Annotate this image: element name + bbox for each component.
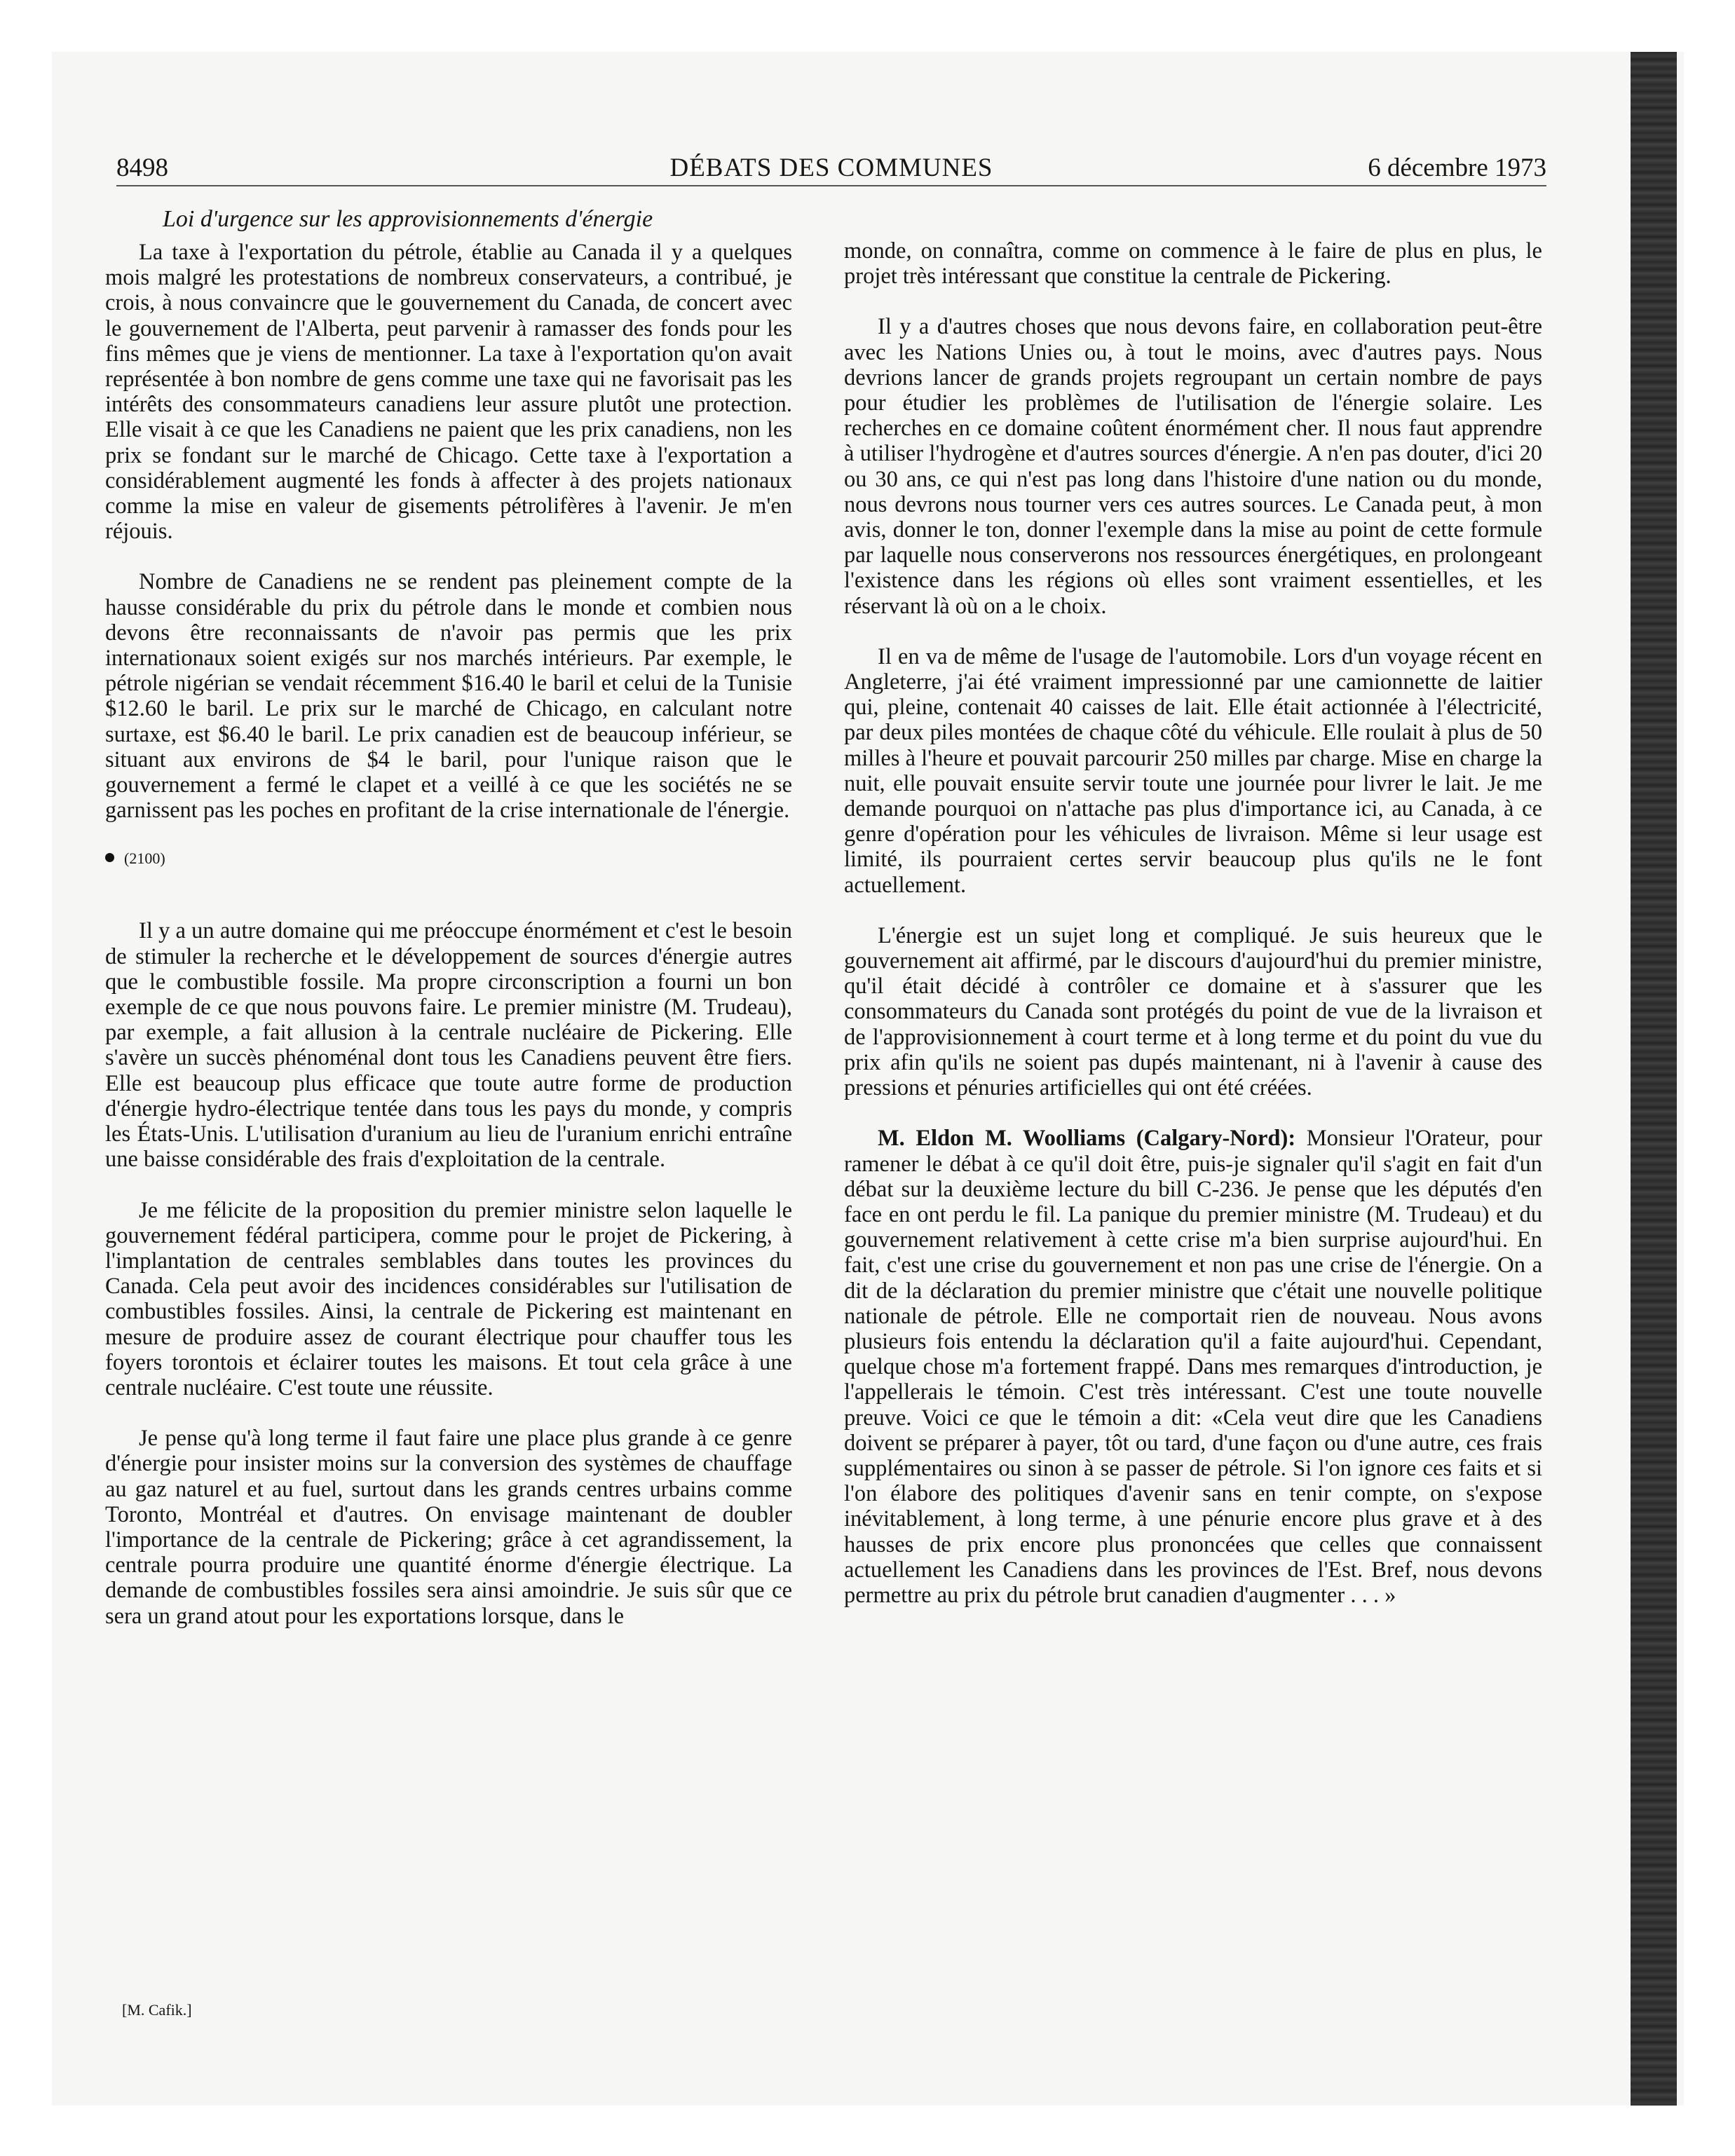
- paragraph: Je me félicite de la proposition du premier ministre selon laquelle le gouvernement fédéral participera, comme pour le projet de Pickering, à l'implantation de centrales semblables dans toutes les provinces du Canada. Cela peut avoir des incidences considérables sur l'utilisation de combustibles fossiles. Ainsi, la centrale de Pickering est maintenant en mesure de produire assez de courant électrique pour chauffer tous les foyers torontois et éclairer toutes les maisons. Et tout cela grâce à une centrale nucléaire. C'est toute une réussite.: [105, 1197, 792, 1400]
- paragraph: Il en va de même de l'usage de l'automobile. Lors d'un voyage récent en Angleterre, j'ai été vraiment impressionné par une camionnette de laitier qui, pleine, contenait 40 caisses de lait. Elle était actionnée à l'électricité, par deux piles montées de chaque côté du véhicule. Elle roulait à plus de 50 milles à l'heure et pouvait parcourir 250 milles par charge. Mise en charge la nuit, elle pouvait ensuite servir toute une journée pour livrer le lait. Je me demande pourquoi on n'attache pas plus d'importance ici, au Canada, à ce genre d'opération pour les véhicules de livraison. Même si leur usage est limité, ils pourraient certes servir beaucoup plus qu'ils ne le font actuellement.: [844, 643, 1542, 898]
- paragraph: Nombre de Canadiens ne se rendent pas pleinement compte de la hausse considérable du prix du pétrole dans le monde et combien nous devons être reconnaissants de n'avoir pas permis que les prix internationaux soient exigés sur nos marchés intérieurs. Par exemple, le pétrole nigérian se vendait récemment $16.40 le baril et celui de la Tunisie $12.60 le baril. Le prix sur le marché de Chicago, en calculant notre surtaxe, est $6.40 le baril. Le prix canadien est de beaucoup inférieur, se situant aux environs de $4 le baril, pour l'unique raison que le gouvernement a fermé le clapet et a veillé à ce que les sociétés ne se garnissent pas les poches en profitant de la crise internationale de l'énergie.: [105, 569, 792, 824]
- time-marker: [105, 848, 792, 869]
- time-marker-text: (2100): [124, 850, 165, 868]
- scan-edge-shadow: [1631, 52, 1677, 2106]
- running-title: Loi d'urgence sur les approvisionnements d'énergie: [163, 206, 653, 232]
- bullet-icon: [105, 853, 114, 862]
- speech-paragraph: [844, 1126, 1542, 1608]
- right-column: [844, 238, 1542, 1633]
- speaker-footer: [M. Cafik.]: [122, 2001, 192, 2019]
- paragraph: Il y a un autre domaine qui me préoccupe énormément et c'est le besoin de stimuler la recherche et le développement de sources d'énergie autres que le combustible fossile. Ma propre circonscription a fourni un bon exemple de ce que nous pouvons faire. Le premier ministre (M. Trudeau), par exemple, a fait allusion à la centrale nucléaire de Pickering. Elle s'avère un succès phénoménal dont tous les Canadiens peuvent être fiers. Elle est beaucoup plus efficace que toute autre forme de production d'énergie hydro-électrique tentée dans tous les pays du monde, y compris les États-Unis. L'utilisation d'uranium au lieu de l'uranium enrichi entraîne une baisse considérable des frais d'exploitation de la centrale.: [105, 918, 792, 1173]
- paragraph: Il y a d'autres choses que nous devons faire, en collaboration peut-être avec les Nations Unies ou, à tout le moins, avec d'autres pays. Nous devrions lancer de grands projets regroupant un certain nombre de pays pour étudier les problèmes de l'utilisation de l'énergie solaire. Les recherches en ce domaine coûtent énormément cher. Il nous faut apprendre à utiliser l'hydrogène et d'autres sources d'énergie. A n'en pas douter, d'ici 20 ou 30 ans, ce qui n'est pas long dans l'histoire d'une nation ou du monde, nous devrons nous tourner vers ces autres sources. Le Canada peut, à mon avis, donner le ton, donner l'exemple dans la mise au point de cette formule par laquelle nous conserverons nos ressources énergétiques, en prolongeant l'existence dans les régions où elles sont vraiment essentielles, et les réservant là où on a le choix.: [844, 314, 1542, 619]
- publication-title: DÉBATS DES COMMUNES: [669, 153, 993, 182]
- left-column: [105, 240, 792, 1654]
- page-date: 6 décembre 1973: [1368, 153, 1546, 182]
- page-header: [116, 153, 1546, 186]
- speaker-name: M. Eldon M. Woolliams (Calgary-Nord):: [878, 1126, 1296, 1152]
- paragraph: L'énergie est un sujet long et compliqué. Je suis heureux que le gouvernement ait affirmé, par le discours d'aujourd'hui du premier ministre, qu'il était décidé à contrôler ce domaine et à s'assurer que les consommateurs du Canada sont protégés du point de vue de la livraison et de l'approvisionnement à court terme et à long terme et du point du vue du prix afin qu'ils ne soient pas dupés maintenant, ni à l'avenir à cause des pressions et pénuries artificielles qui ont été créées.: [844, 922, 1542, 1101]
- paragraph: monde, on connaîtra, comme on commence à le faire de plus en plus, le projet très intéressant que constitue la centrale de Pickering.: [844, 238, 1542, 289]
- paragraph: La taxe à l'exportation du pétrole, établie au Canada il y a quelques mois malgré les protestations de nombreux conservateurs, a contribué, je crois, à nous convaincre que le gouvernement du Canada, de concert avec le gouvernement de l'Alberta, peut parvenir à ramasser des fonds pour les fins mêmes que je viens de mentionner. La taxe à l'exportation qu'on avait représentée à bon nombre de gens comme une taxe qui ne favorisait pas les intérêts des consommateurs canadiens leur assure plutôt une protection. Elle visait à ce que les Canadiens ne paient que les prix canadiens, non les prix se fondant sur le marché de Chicago. Cette taxe à l'exportation a considérablement augmenté les fonds à affecter à des projets nationaux comme la mise en valeur de gisements pétrolifères à l'avenir. Je m'en réjouis.: [105, 240, 792, 545]
- paragraph: Je pense qu'à long terme il faut faire une place plus grande à ce genre d'énergie pour insister moins sur la conversion des systèmes de chauffage au gaz naturel et au fuel, surtout dans les grands centres urbains comme Toronto, Montréal et d'autres. On envisage maintenant de doubler l'importance de la centrale de Pickering; grâce à cet agrandissement, la centrale pourra produire une quantité énorme d'énergie électrique. La demande de combustibles fossiles sera ainsi amoindrie. Je suis sûr que ce sera un grand atout pour les exportations lorsque, dans le: [105, 1426, 792, 1629]
- speech-text: Monsieur l'Orateur, pour ramener le débat à ce qu'il doit être, puis-je signaler qu'il s'agit en fait d'un débat sur la deuxième lecture du bill C-236. Je pense que les députés d'en face en ont perdu le fil. La panique du premier ministre (M. Trudeau) et du gouvernement relativement à cette crise m'a bien surprise aujourd'hui. En fait, c'est une crise du gouvernement et non pas une crise de l'énergie. On a dit de la déclaration du premier ministre que c'était une nouvelle politique nationale de pétrole. Elle ne comportait rien de nouveau. Nous avons plusieurs fois entendu la déclaration qu'il a faite aujourd'hui. Cependant, quelque chose m'a fortement frappé. Dans mes remarques d'introduction, je l'appellerais le témoin. C'est très intéressant. C'est une toute nouvelle preuve. Voici ce que le témoin a dit: «Cela veut dire que les Canadiens doivent se préparer à payer, tôt ou tard, d'une façon ou d'une autre, ces frais supplémentaires ou sinon à se passer de pétrole. Si l'on ignore ces faits et si l'on élabore des politiques d'avenir sans en tenir compte, on s'expose inévitablement, à long terme, à une pénurie encore plus grave et à des hausses de prix encore plus prononcées que celles que connaissent actuellement les Canadiens dans les provinces de l'Est. Bref, nous devons permettre au prix du pétrole brut canadien d'augmenter . . . »: [844, 1126, 1542, 1608]
- page-number: 8498: [116, 153, 168, 182]
